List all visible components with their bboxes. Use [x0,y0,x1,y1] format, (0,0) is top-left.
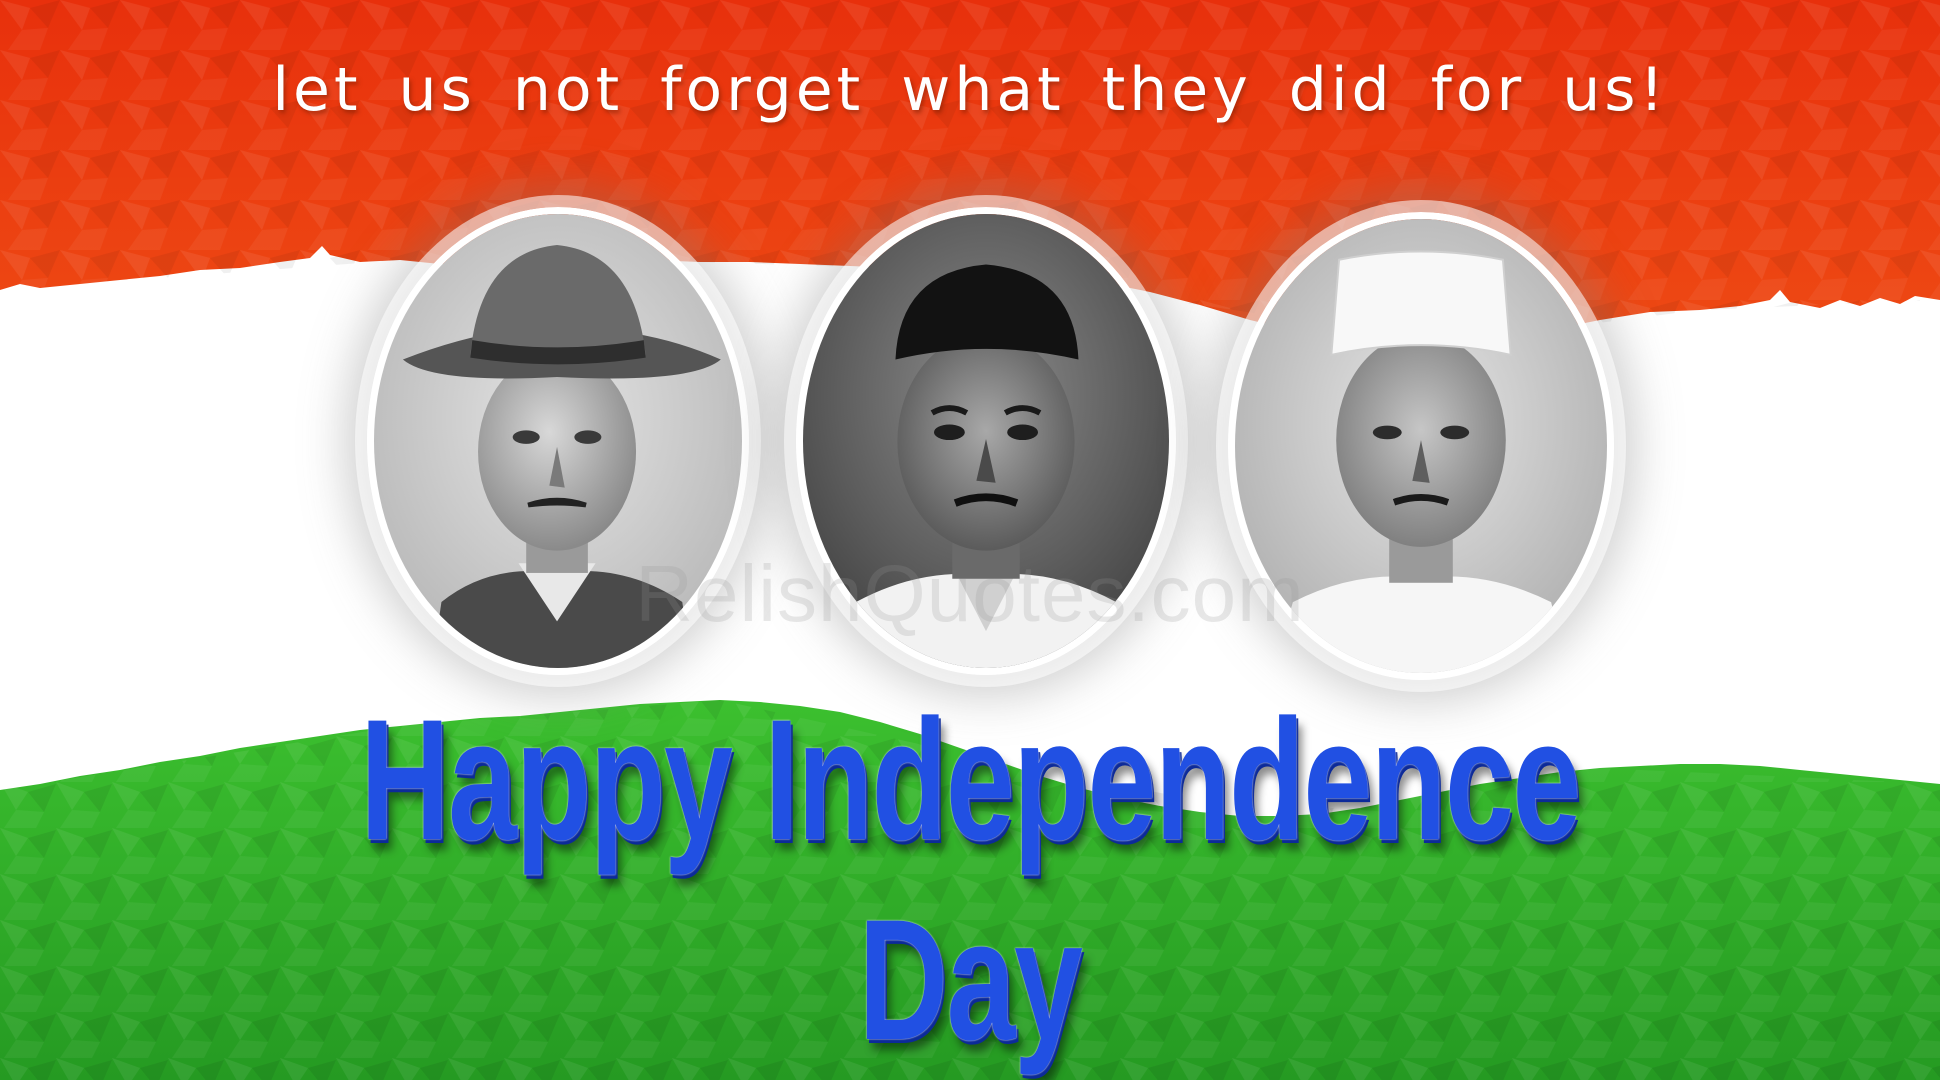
headline-text: Happy Independence Day [360,684,1580,1076]
watermark-text: RelishQuotes.com [635,549,1305,638]
tagline-text: let us not forget what they did for us! [272,55,1668,125]
